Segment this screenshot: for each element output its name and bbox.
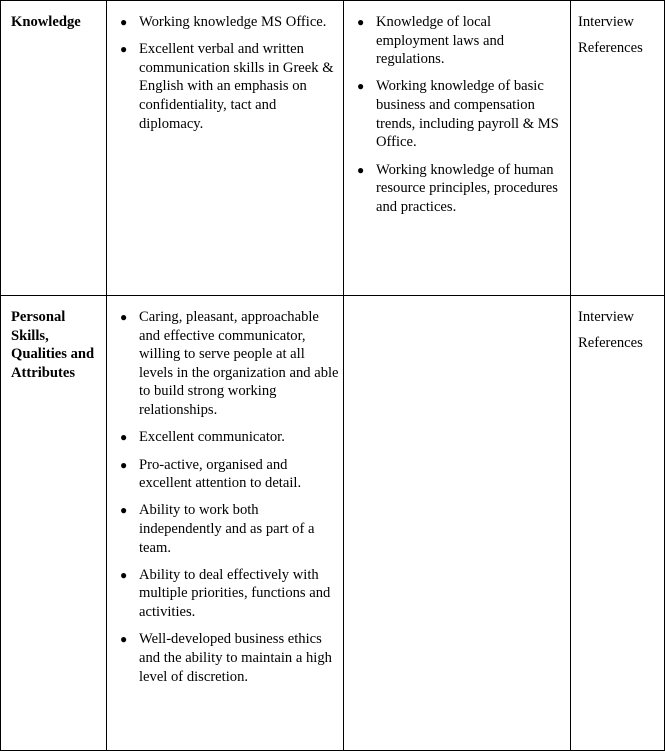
bullet-dot-icon: ●	[120, 42, 128, 57]
list-item	[344, 13, 566, 69]
list-item-text: Ability to deal effectively with multiple priorities, functions and activities.	[139, 566, 331, 621]
list-item	[107, 428, 339, 447]
list-item	[107, 501, 339, 557]
bullet-dot-icon: ●	[120, 15, 128, 29]
bullet-dot-icon: ●	[120, 503, 128, 518]
desirable-list	[344, 1, 570, 216]
bullet-dot-icon: ●	[120, 567, 128, 582]
list-item	[107, 308, 339, 420]
list-item-text: Working knowledge of basic business and compensation trends, including payroll & MS Office.	[376, 78, 559, 151]
list-item	[344, 77, 566, 151]
table-row-knowledge	[1, 1, 665, 296]
criteria-cell	[1, 296, 107, 751]
bullet-dot-icon: ●	[357, 15, 365, 29]
bullet-dot-icon: ●	[120, 430, 128, 445]
bullet-dot-icon: ●	[120, 457, 128, 472]
table-row-personal-skills	[1, 296, 665, 751]
list-item-text: Caring, pleasant, approachable and effective communicator, willing to serve people at all levels in the organization and able to build strong working relationships.	[139, 309, 339, 418]
list-item	[344, 161, 566, 217]
criteria-label: Knowledge	[11, 14, 81, 30]
list-item-text: Working knowledge of human resource principles, procedures and practices.	[376, 161, 558, 215]
method-references: References	[578, 40, 643, 57]
list-item-text: Well-developed business ethics and the ability to maintain a high level of discretion.	[139, 631, 332, 685]
list-item-text: Ability to work both independently and as part of a team.	[139, 502, 315, 556]
bullet-dot-icon: ●	[120, 310, 128, 324]
desirable-cell	[344, 1, 571, 296]
list-item-text: Pro-active, organised and excellent attention to detail.	[139, 456, 302, 492]
list-item-text: Knowledge of local employment laws and regulations.	[376, 14, 505, 68]
list-item-text: Working knowledge MS Office.	[139, 14, 327, 30]
list-item	[107, 566, 339, 622]
essential-cell	[107, 1, 344, 296]
criteria-label: Personal Skills, Qualities and Attributes	[11, 309, 95, 381]
bullet-dot-icon: ●	[357, 79, 365, 94]
list-item	[107, 456, 339, 493]
list-item	[107, 40, 339, 133]
essential-list	[107, 296, 343, 686]
essential-list	[107, 1, 343, 133]
list-item	[107, 13, 339, 32]
bullet-dot-icon: ●	[357, 162, 365, 177]
essential-cell	[107, 296, 344, 751]
method-references: References	[578, 335, 643, 352]
desirable-cell	[344, 296, 571, 751]
method-interview: Interview	[578, 309, 634, 325]
criteria-cell	[1, 1, 107, 296]
method-interview: Interview	[578, 14, 634, 30]
list-item-text: Excellent verbal and written communication skills in Greek & English with an emphasis on confidentiality, tact and diplomacy.	[139, 41, 334, 132]
list-item	[107, 630, 339, 686]
bullet-dot-icon: ●	[120, 632, 128, 647]
method-cell	[571, 1, 665, 296]
method-cell	[571, 296, 665, 751]
list-item-text: Excellent communicator.	[139, 429, 285, 446]
